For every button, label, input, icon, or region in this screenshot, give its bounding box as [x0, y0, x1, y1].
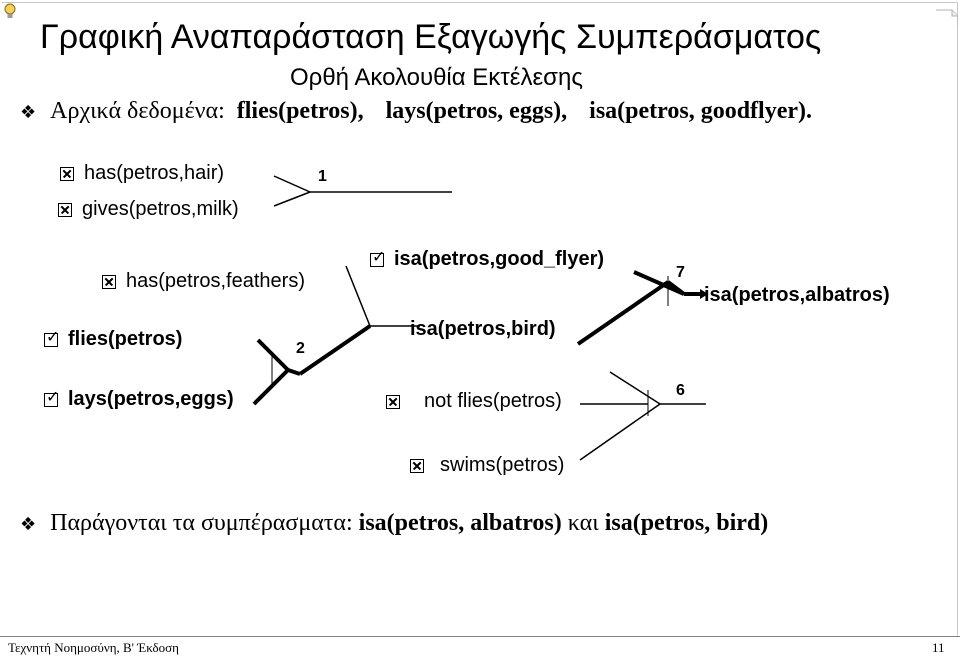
- x-box-icon: [102, 275, 116, 289]
- node-not-flies: not flies(petros): [386, 390, 562, 413]
- rule-label: 2: [296, 340, 305, 357]
- initial-fact: isa(petros, goodflyer).: [589, 98, 813, 124]
- rule-label: 1: [318, 168, 327, 185]
- node-has-hair: has(petros,hair): [60, 162, 224, 185]
- initial-fact: flies(petros),: [236, 98, 364, 124]
- conclusion-and: και: [567, 510, 599, 536]
- node-isa-good-flyer: ✓isa(petros,good_flyer): [370, 248, 604, 271]
- x-box-icon: [58, 203, 72, 217]
- conclusion-fact: isa(petros, albatros): [358, 510, 562, 536]
- footer-page-number: 11: [932, 640, 945, 655]
- check-box-icon: [370, 253, 384, 267]
- node-isa-bird: isa(petros,bird): [410, 318, 556, 340]
- node-gives-milk: gives(petros,milk): [58, 198, 239, 221]
- slide-subtitle: Ορθή Ακολουθία Εκτέλεσης: [290, 64, 583, 91]
- x-box-icon: [410, 459, 424, 473]
- x-box-icon: [60, 167, 74, 181]
- rule-label: 6: [676, 382, 685, 399]
- conclusion-fact: isa(petros, bird): [604, 510, 769, 536]
- conclusion-line: [20, 510, 768, 537]
- node-lays-eggs: ✓lays(petros,eggs): [44, 388, 234, 411]
- check-box-icon: [44, 333, 58, 347]
- x-box-icon: [386, 395, 400, 409]
- diamond-bullet-icon: ❖: [20, 514, 37, 535]
- initial-data-prefix: Αρχικά δεδομένα:: [50, 98, 225, 124]
- initial-fact: lays(petros, eggs),: [385, 98, 568, 124]
- diamond-bullet-icon: ❖: [20, 102, 37, 123]
- check-box-icon: [44, 393, 58, 407]
- footer-book-title: Τεχνητή Νοημοσύνη, Β' Έκδοση: [8, 640, 179, 655]
- rule-label: 7: [676, 264, 685, 281]
- node-flies: ✓flies(petros): [44, 328, 182, 351]
- slide-title: Γραφική Αναπαράσταση Εξαγωγής Συμπεράσματος: [40, 18, 822, 56]
- node-swims: swims(petros): [410, 454, 564, 477]
- node-isa-albatros: isa(petros,albatros): [704, 284, 890, 306]
- node-has-feathers: has(petros,feathers): [102, 270, 305, 293]
- conclusion-prefix: Παράγονται τα συμπέρασματα:: [50, 510, 353, 536]
